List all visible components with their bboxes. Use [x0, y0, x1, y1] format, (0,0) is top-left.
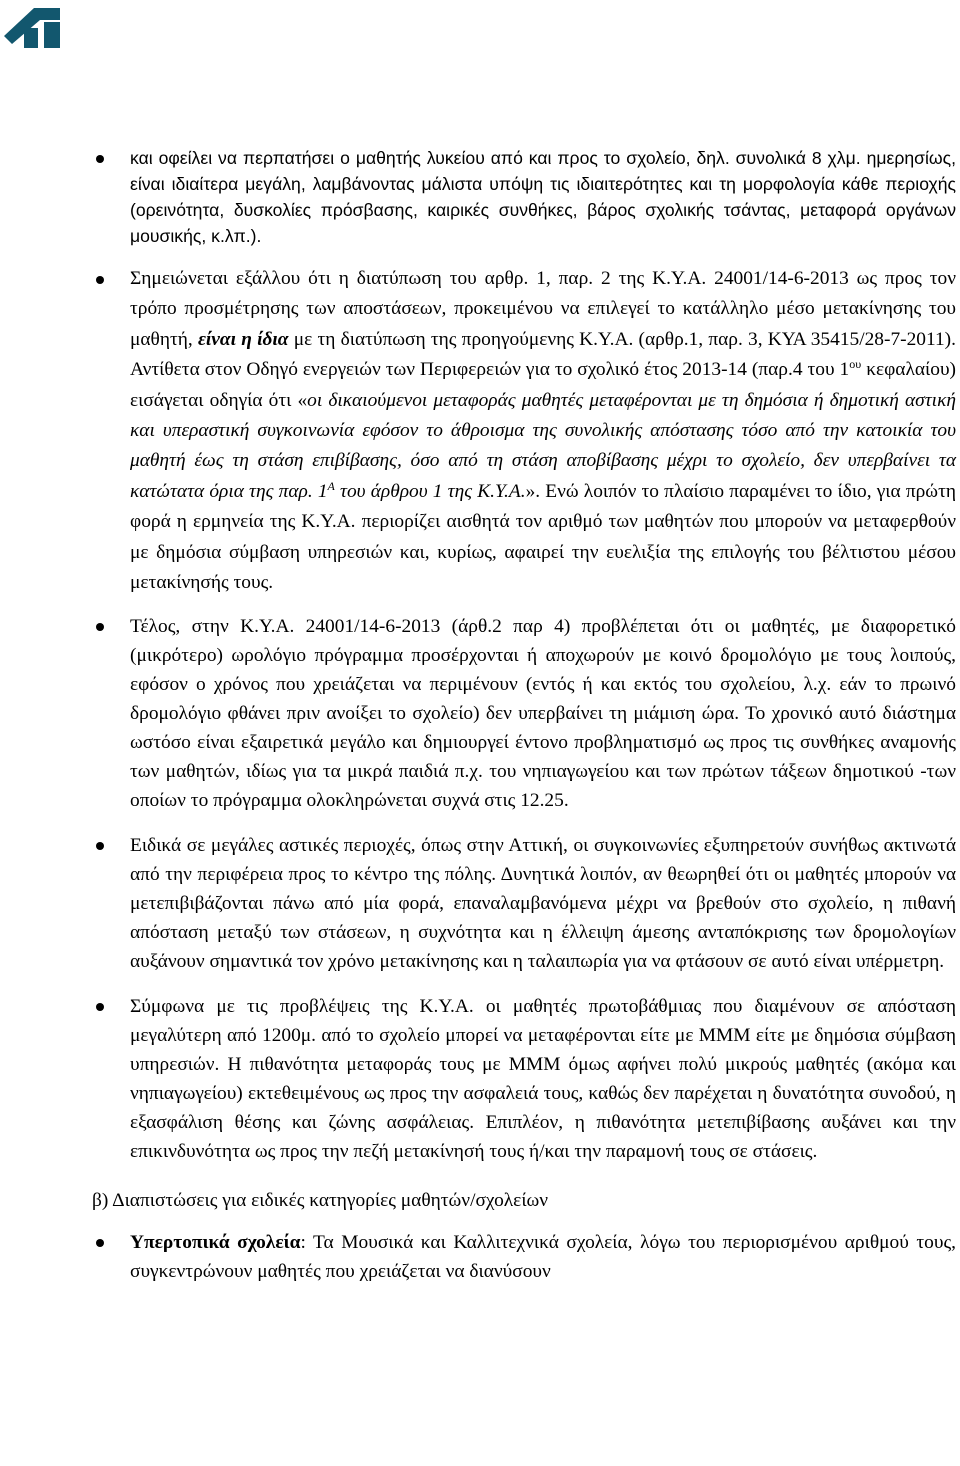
emphasis-text: Υπερτοπικά σχολεία: [130, 1232, 301, 1254]
list-item: [96, 612, 956, 815]
bullet-icon: [96, 155, 104, 163]
bullet-icon: [96, 623, 104, 631]
paragraph-text: κεφαλαίου) εισάγεται οδηγία ότι «: [130, 359, 956, 411]
paragraph-text: Τέλος, στην Κ.Υ.Α. 24001/14-6-2013 (άρθ.2 παρ 4) προβλέπεται ότι οι μαθητές, με διαφορετικό (μικρότερο) ωρολόγιο πρόγραμμα προσέρχονται ή αποχωρούν με κοινό δρομολόγιο με τους λοιπούς, εφόσον ο χρόνος που χρειάζεται να περιμένουν (εντός ή και εκτός του σχολείου, λ.χ. εάν το πρωινό δρομολόγιο φθάνει πριν ανοίξει το σχολείο) δεν υπερβαίνει τη μιάμιση ώρα. Το χρονικό αυτό διάστημα ωστόσο είναι εξαιρετικά μεγάλο και δημιουργεί έντονο προβληματισμό ως προς τις συνθήκες αναμονής των μαθητών, ιδίως για τα μικρά παιδιά π.χ. του νηπιαγωγείου και των πρώτων τάξεων δημοτικού -των οποίων το πρόγραμμα ολοκληρώνεται συχνά στις 12.25.: [130, 616, 956, 812]
quoted-text: οι δικαιούμενοι μεταφοράς μαθητές μεταφέρονται με τη δημόσια ή δημοτική αστική και υπεραστική συγκοινωνία εφόσον το άθροισμα της συνολικής απόστασης τόσο από την κατοικία του μαθητή έως τη στάση επιβίβασης, όσο από τη στάση αποβίβασης μέχρι το σχολείο, δεν υπερβαίνει τα κατώτατα όρια της παρ. 1: [130, 389, 956, 502]
list-item: [96, 264, 956, 598]
emphasis-text: είναι η ίδια: [197, 328, 289, 350]
paragraph-text: Σύμφωνα με τις προβλέψεις της Κ.Υ.Α. οι μαθητές πρωτοβάθμιας που διαμένουν σε απόσταση μεγαλύτερη από 1200μ. από το σχολείο μπορεί να μεταφέρονται είτε με ΜΜΜ είτε με δημόσια σύμβαση υπηρεσιών. Η πιθανότητα μεταφοράς τους με ΜΜΜ όμως αφήνει πολύ μικρούς μαθητές (ακόμα και νηπιαγωγείου) εκτεθειμένους ως προς την ασφαλειά τους, καθώς δεν παρέχεται η δυνατότητα συνοδού, η εξασφάλιση θέσης και ζώνης ασφάλειας. Επιπλέον, η πιθανότητα μετεπιβίβασης αυξάνει και την επικινδυνότητα ως προς την πεζή μετακίνησή τους ή/και την παραμονή τους σε στάσεις.: [130, 996, 956, 1163]
bullet-icon: [96, 1239, 104, 1247]
logo-icon: [0, 0, 70, 48]
list-item: [96, 145, 956, 249]
list-item: [96, 831, 956, 976]
bullet-icon: [96, 276, 104, 284]
quoted-text: του άρθρου 1 της Κ.Υ.Α.: [340, 480, 526, 502]
superscript: Α: [327, 478, 335, 493]
paragraph-text: και οφείλει να περπατήσει ο μαθητής λυκείου από και προς το σχολείο, δηλ. συνολικά 8 χλμ. ημερησίως, είναι ιδιαίτερα μεγάλη, λαμβάνοντας μάλιστα υπόψη τις ιδιαιτερότητες και τη μορφολογία κάθε περιοχής (ορεινότητα, δυσκολίες πρόσβασης, καιρικές συνθήκες, βάρος σχολικής τσάντας, μεταφορά οργάνων μουσικής, κ.λπ.).: [130, 148, 956, 246]
superscript: ου: [849, 357, 862, 372]
section-heading: β) Διαπιστώσεις για ειδικές κατηγορίες μαθητών/σχολείων: [92, 1190, 549, 1212]
paragraph-text: Ειδικά σε μεγάλες αστικές περιοχές, όπως στην Αττική, οι συγκοινωνίες εξυπηρετούν συνήθως ακτινωτά από την περιφέρεια προς το κέντρο της πόλης. Δυνητικά λοιπόν, αν θεωρηθεί ότι οι μαθητές μπορούν να μετεπιβιβάζονται πάνω από μία φορά, επαναλαμβανόμενα μέχρι να βρεθούν στο σχολείο, η πιθανή απόσταση μεταξύ των στάσεων, η συχνότητα και η έλλειψη άμεσης ανταπόκρισης των δρομολογίων αυξάνουν σημαντικά τον χρόνο μετακίνησης και η ταλαιπωρία για να φτάσουν σε αυτό είναι υπέρμετρη.: [130, 835, 956, 973]
paragraph-text: : Τα Μουσικά και Καλλιτεχνικά σχολεία, λόγω του περιορισμένου αριθμού τους, συγκεντρώνουν μαθητές που χρειάζεται να διανύσουν: [130, 1232, 956, 1283]
list-item: [96, 992, 956, 1166]
document-body: [92, 145, 956, 1286]
bullet-icon: [96, 1003, 104, 1011]
paragraph-text: με τη διατύπωση της προηγούμενης Κ.Υ.Α. (αρθρ.1, παρ. 3, ΚΥΑ 35415/28-7-2011). Αντίθετα στον Οδηγό ενεργειών των Περιφερειών για το σχολικό έτος 2013-14 (παρ.4 του 1: [130, 328, 956, 381]
paragraph-text: Σημειώνεται εξάλλου ότι η διατύπωση του αρθρ. 1, παρ. 2 της Κ.Υ.Α. 24001/14-6-2013 ως προς τον τρόπο προσμέτρησης των αποστάσεων, προκειμένου να επιλεγεί το κατάλληλο μέσο μετακίνησης του μαθητή,: [130, 268, 956, 350]
paragraph-text: ». Ενώ λοιπόν το πλαίσιο παραμένει το ίδιο, για πρώτη φορά η ερμηνεία της Κ.Υ.Α. περιορίζει αισθητά τον αριθμό των μαθητών που μπορούν να μεταφερθούν με δημόσια σύμβαση υπηρεσιών και, κυρίως, αφαιρεί την ευελιξία της επιλογής του βέλτιστου μέσου μετακίνησής τους.: [130, 480, 956, 594]
bullet-icon: [96, 842, 104, 850]
list-item: [96, 1228, 956, 1286]
